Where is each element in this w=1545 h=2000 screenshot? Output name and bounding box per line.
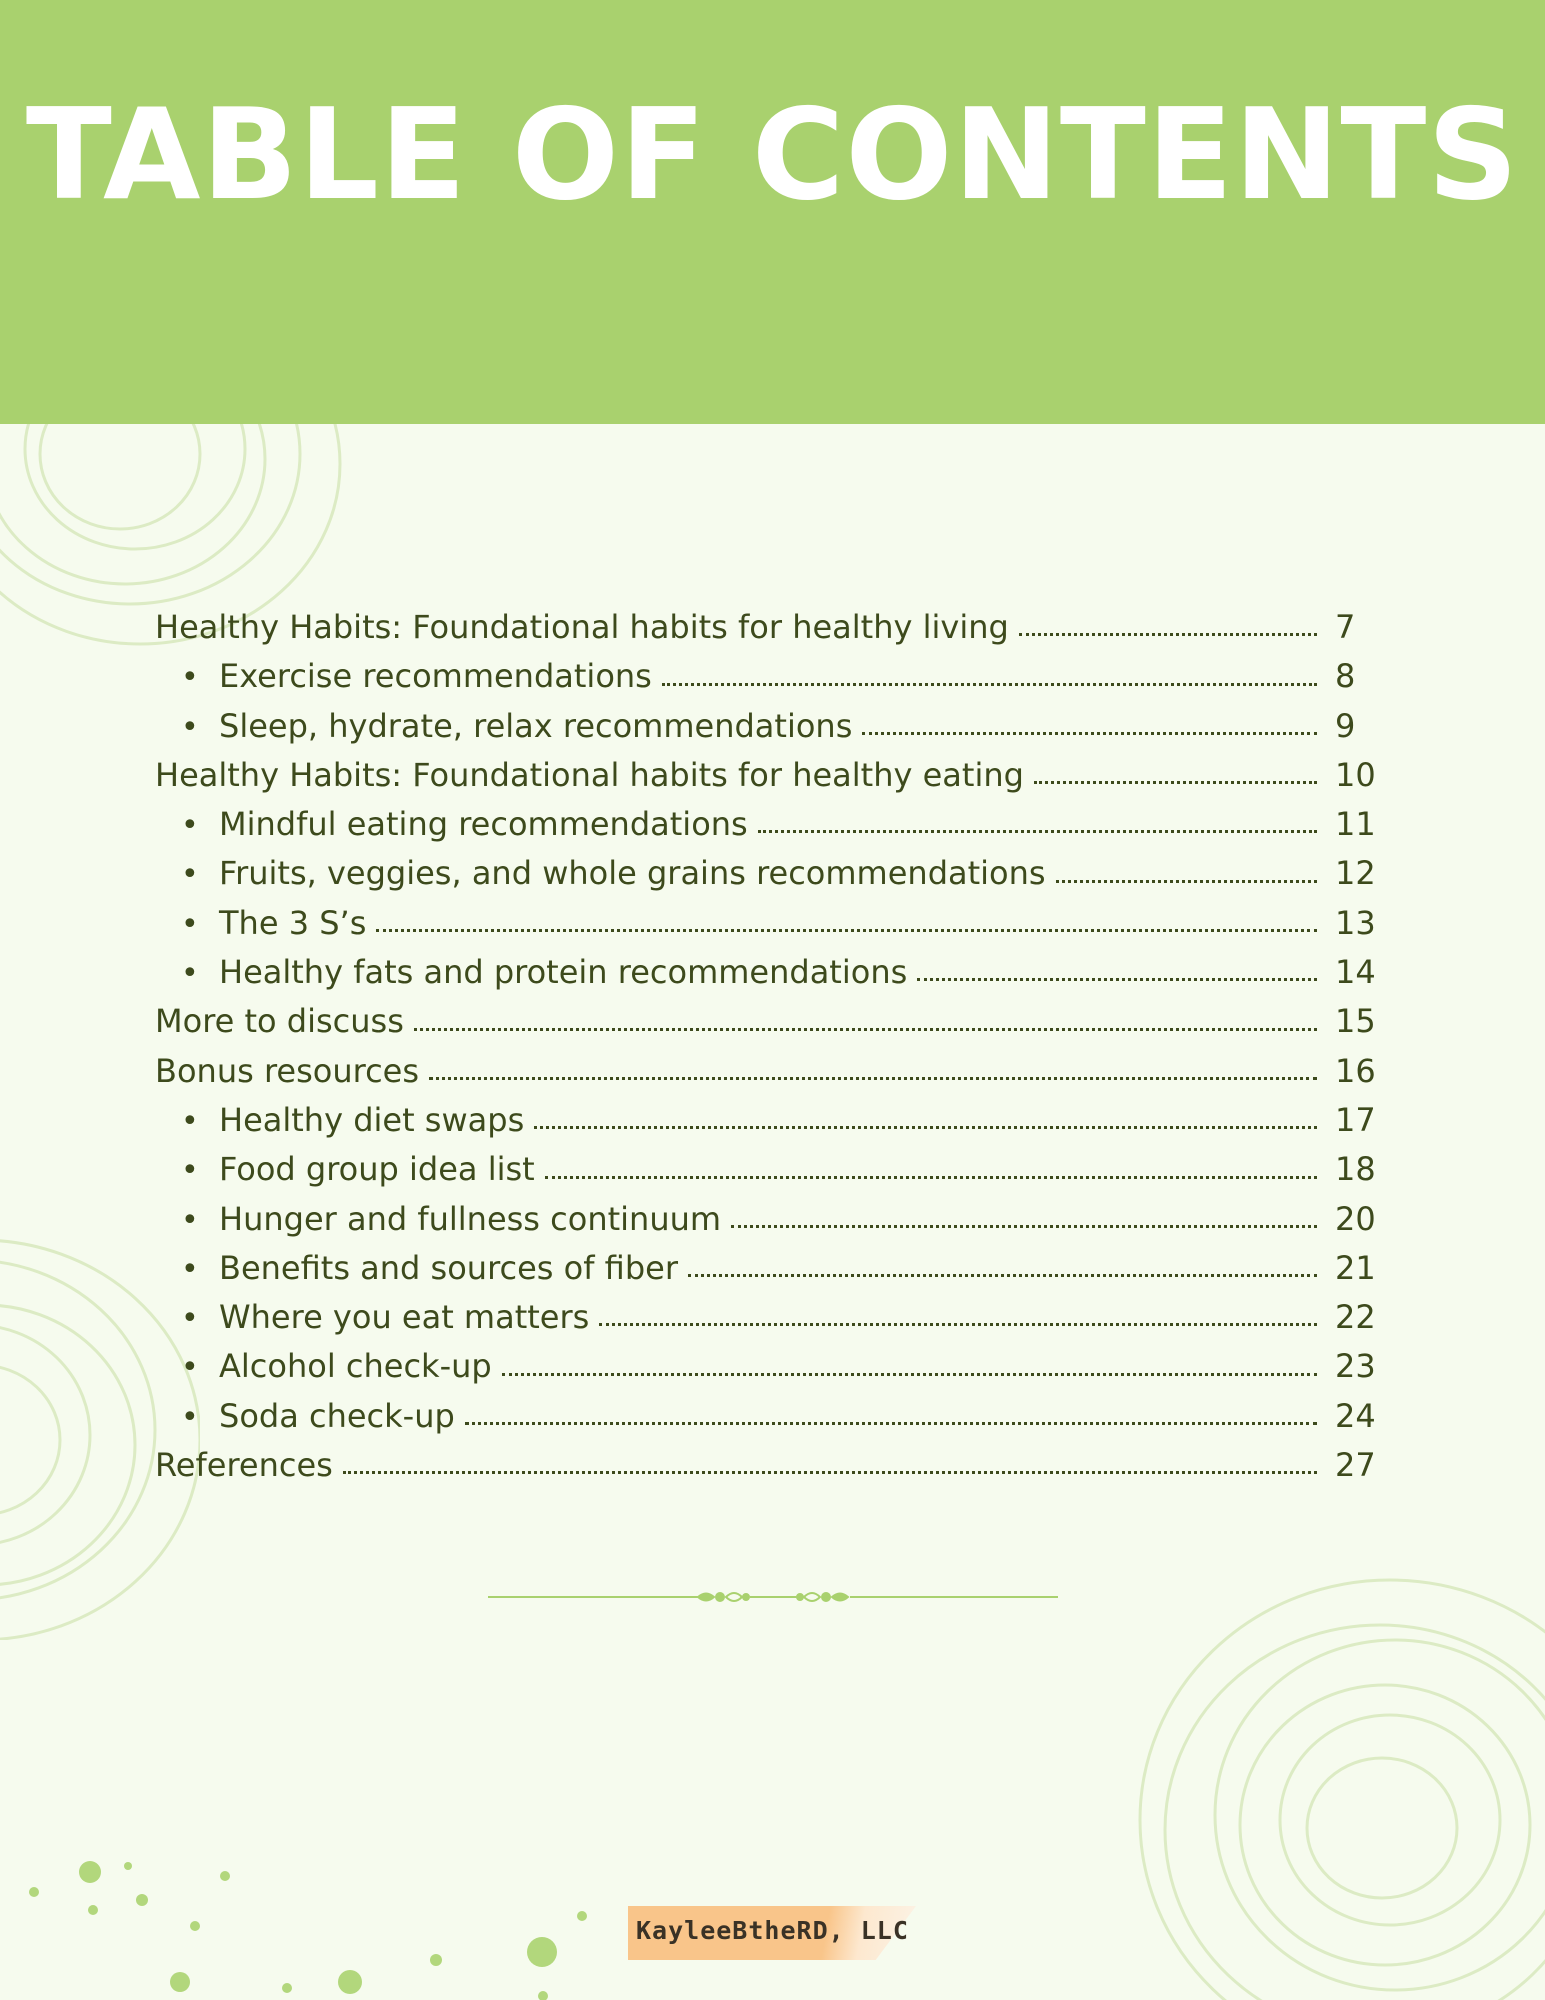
toc-label: Bonus resources: [155, 1051, 420, 1090]
toc-page-number: 15: [1335, 1002, 1376, 1041]
decorative-dots: [0, 1860, 620, 2000]
toc-page-number: 18: [1335, 1150, 1376, 1189]
bullet-icon: •: [181, 1251, 199, 1287]
toc-subentry: [155, 1347, 1395, 1396]
dot-leader: [862, 732, 1317, 735]
toc-label: References: [155, 1446, 333, 1485]
toc-page-number: 12: [1335, 854, 1376, 893]
dot-leader: [465, 1422, 1317, 1425]
toc-entry: [155, 1446, 1395, 1495]
toc-entry: [155, 1052, 1395, 1101]
toc-entry: [155, 756, 1395, 805]
toc-page-number: 27: [1335, 1446, 1376, 1485]
toc-entry: [155, 608, 1395, 657]
bullet-icon: •: [181, 660, 199, 696]
toc-page-number: 11: [1335, 805, 1376, 844]
dot-leader: [502, 1373, 1317, 1376]
toc-page-number: 13: [1335, 903, 1376, 942]
toc-label: Exercise recommendations: [219, 657, 652, 696]
bullet-icon: •: [181, 906, 199, 942]
toc-label: The 3 S’s: [219, 903, 367, 942]
ornamental-divider-icon: [488, 1585, 1058, 1609]
toc-page-number: 9: [1335, 706, 1356, 745]
toc-subentry: [155, 707, 1395, 756]
toc-label: Sleep, hydrate, relax recommendations: [219, 706, 853, 745]
toc-page-number: 10: [1335, 755, 1376, 794]
toc-subentry: [155, 805, 1395, 854]
bullet-icon: •: [181, 857, 199, 893]
toc-subentry: [155, 1150, 1395, 1199]
bullet-icon: •: [181, 1350, 199, 1386]
table-of-contents: [155, 608, 1395, 1495]
dot-leader: [599, 1323, 1317, 1326]
toc-subentry: [155, 1298, 1395, 1347]
dot-leader: [534, 1126, 1317, 1129]
bullet-icon: •: [181, 1202, 199, 1238]
toc-label: Soda check-up: [219, 1396, 455, 1435]
toc-label: Fruits, veggies, and whole grains recommendations: [219, 854, 1046, 893]
toc-page-number: 8: [1335, 657, 1356, 696]
brand-name: KayleeBtheRD, LLC: [636, 1916, 909, 1945]
toc-page-number: 21: [1335, 1248, 1376, 1287]
dot-leader: [429, 1077, 1317, 1080]
dot-leader: [1019, 633, 1317, 636]
toc-page-number: 16: [1335, 1051, 1376, 1090]
toc-label: Healthy Habits: Foundational habits for healthy eating: [155, 755, 1024, 794]
toc-page-number: 7: [1335, 608, 1356, 646]
dot-leader: [1034, 781, 1317, 784]
bullet-icon: •: [181, 1153, 199, 1189]
toc-label: Food group idea list: [219, 1150, 535, 1189]
toc-label: Healthy Habits: Foundational habits for healthy living: [155, 608, 1009, 646]
bullet-icon: •: [181, 1103, 199, 1139]
dot-leader: [343, 1471, 1317, 1474]
toc-subentry: [155, 904, 1395, 953]
dot-leader: [376, 929, 1317, 932]
toc-subentry: [155, 1200, 1395, 1249]
toc-label: Alcohol check-up: [219, 1347, 492, 1386]
toc-page-number: 17: [1335, 1100, 1376, 1139]
dot-leader: [545, 1176, 1317, 1179]
toc-subentry: [155, 953, 1395, 1002]
dot-leader: [1056, 880, 1317, 883]
bullet-icon: •: [181, 808, 199, 844]
toc-page-number: 22: [1335, 1298, 1376, 1337]
page-title: TABLE OF CONTENTS: [25, 81, 1520, 228]
dot-leader: [662, 683, 1317, 686]
toc-label: Hunger and fullness continuum: [219, 1199, 722, 1238]
toc-label: Where you eat matters: [219, 1298, 590, 1337]
toc-subentry: [155, 854, 1395, 903]
bullet-icon: •: [181, 709, 199, 745]
bullet-icon: •: [181, 956, 199, 992]
toc-entry: [155, 1002, 1395, 1051]
toc-subentry: [155, 1397, 1395, 1446]
toc-page-number: 20: [1335, 1199, 1376, 1238]
toc-label: More to discuss: [155, 1002, 404, 1041]
toc-subentry: [155, 657, 1395, 706]
toc-subentry: [155, 1101, 1395, 1150]
toc-subentry: [155, 1249, 1395, 1298]
dot-leader: [414, 1028, 1317, 1031]
toc-label: Healthy diet swaps: [219, 1100, 525, 1139]
dot-leader: [917, 978, 1317, 981]
toc-label: Benefits and sources of fiber: [219, 1248, 678, 1287]
bullet-icon: •: [181, 1399, 199, 1435]
toc-page-number: 23: [1335, 1347, 1376, 1386]
dot-leader: [688, 1274, 1317, 1277]
toc-label: Healthy fats and protein recommendations: [219, 953, 908, 992]
dot-leader: [758, 830, 1317, 833]
toc-label: Mindful eating recommendations: [219, 805, 748, 844]
dot-leader: [731, 1225, 1317, 1228]
swirl-scribble-icon: [1100, 1530, 1545, 2000]
bullet-icon: •: [181, 1301, 199, 1337]
toc-page-number: 14: [1335, 953, 1376, 992]
toc-page-number: 24: [1335, 1396, 1376, 1435]
